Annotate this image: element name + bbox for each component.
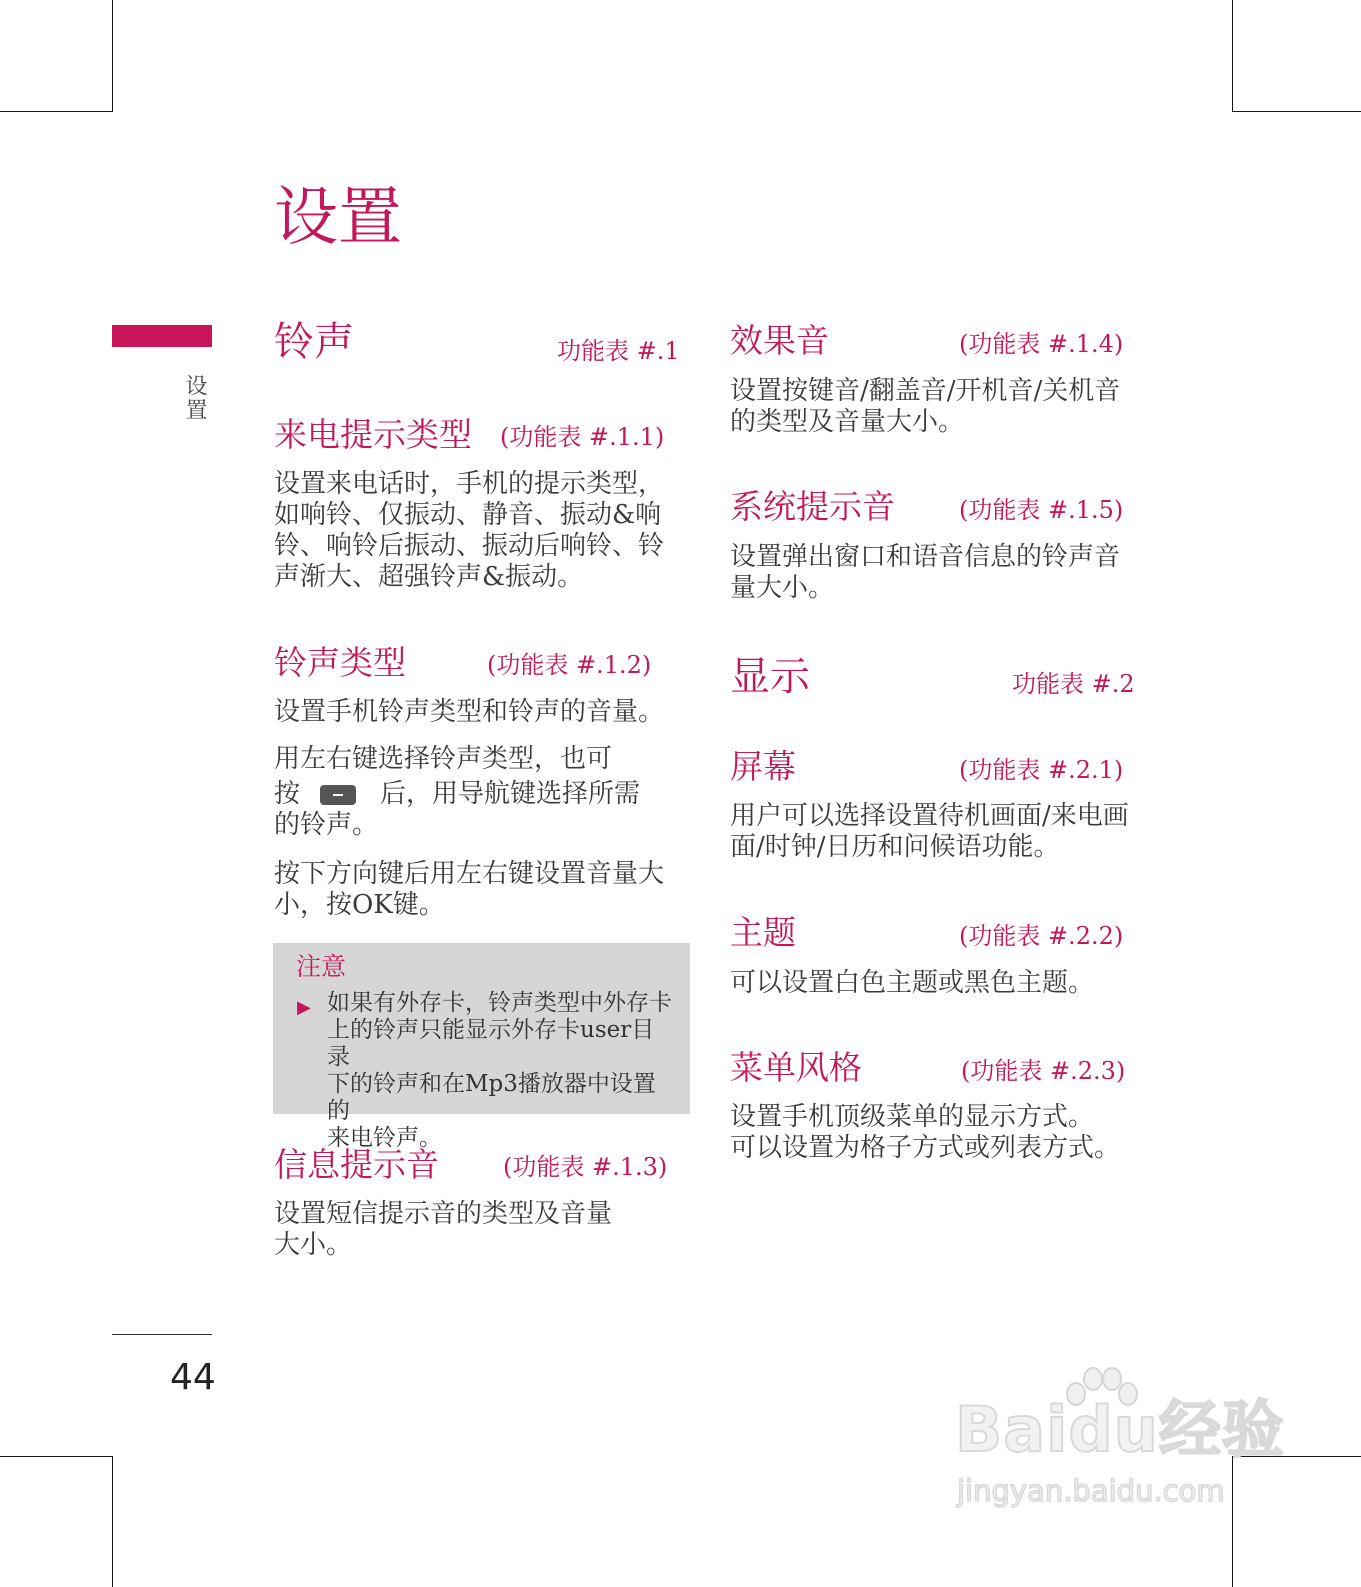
text-line: 面/时钟/日历和问候语功能。 <box>730 832 1060 862</box>
ref-menu-style: (功能表 #.2.3) <box>961 1057 1126 1085</box>
text-line: 设置来电话时，手机的提示类型， <box>274 469 665 499</box>
text-fragment: 后，用导航键选择所需 <box>380 779 641 809</box>
text-line: 可以设置为格子方式或列表方式。 <box>730 1133 1121 1163</box>
heading-effect-sound: 效果音 <box>730 321 829 360</box>
watermark-logo: Baidu经验 <box>955 1393 1285 1466</box>
paragraph-screen <box>730 801 1150 863</box>
text-line: 小，按OK键。 <box>274 890 445 920</box>
section-ref-display: 功能表 #.2 <box>1012 670 1135 698</box>
ref-system-tone: (功能表 #.1.5) <box>959 496 1124 524</box>
text-fragment: 按 <box>274 779 301 809</box>
text-line: 铃、响铃后振动、振动后响铃、铃 <box>274 531 665 561</box>
crop-mark <box>112 0 113 112</box>
page-title: 设置 <box>274 181 402 255</box>
note-title: 注意 <box>296 952 347 981</box>
text-line: 用户可以选择设置待机画面/来电画 <box>730 801 1129 831</box>
crop-mark <box>0 111 113 112</box>
text-line: 量大小。 <box>730 573 835 603</box>
paragraph-ringtone-type-2 <box>274 744 694 841</box>
crop-mark <box>1232 1456 1233 1587</box>
text-line: 可以设置白色主题或黑色主题。 <box>730 968 1095 998</box>
ref-theme: (功能表 #.2.2) <box>959 922 1124 950</box>
text-line: 设置手机顶级菜单的显示方式。 <box>730 1102 1095 1132</box>
paragraph-ringtone-type-1: 设置手机铃声类型和铃声的音量。 <box>274 697 665 727</box>
text-line: 大小。 <box>274 1230 353 1260</box>
heading-theme: 主题 <box>730 913 796 952</box>
heading-screen: 屏幕 <box>730 747 796 786</box>
paragraph-message-tone <box>274 1199 694 1261</box>
heading-incoming-alert-type: 来电提示类型 <box>274 415 472 454</box>
text-line: 设置按键音/翻盖音/开机音/关机音 <box>730 376 1121 406</box>
heading-ringtone-type: 铃声类型 <box>274 643 406 682</box>
paragraph-effect-sound <box>730 376 1150 438</box>
text-line: 的铃声。 <box>274 810 379 840</box>
heading-menu-style: 菜单风格 <box>730 1048 862 1087</box>
side-tab-label: 设置 <box>182 374 207 422</box>
paragraph-theme <box>730 968 1150 999</box>
text-line: 下的铃声和在Mp3播放器中设置的 <box>327 1071 656 1124</box>
crop-mark <box>1232 111 1361 112</box>
text-line: 来电铃声。 <box>327 1125 442 1151</box>
side-tab-bar <box>112 325 212 347</box>
text-line: 上的铃声只能显示外存卡user目录 <box>327 1017 655 1070</box>
text-line: 如果有外存卡，铃声类型中外存卡 <box>327 990 672 1016</box>
page-number: 44 <box>170 1357 216 1398</box>
crop-mark <box>0 1456 113 1457</box>
note-text <box>327 990 672 1152</box>
ref-incoming-alert-type: (功能表 #.1.1) <box>500 423 665 451</box>
ref-ringtone-type: (功能表 #.1.2) <box>487 651 652 679</box>
text-line: 声渐大、超强铃声&振动。 <box>274 562 584 592</box>
paragraph-ringtone-type-3 <box>274 859 694 921</box>
section-title-ringtone: 铃声 <box>274 319 354 365</box>
text-line-with-key <box>274 779 694 810</box>
section-title-display: 显示 <box>730 654 810 700</box>
watermark-url: jingyan.baidu.com <box>957 1474 1225 1508</box>
paragraph-incoming-alert-type <box>274 469 694 593</box>
ref-screen: (功能表 #.2.1) <box>959 756 1124 784</box>
paragraph-menu-style <box>730 1102 1150 1164</box>
text-line: 用左右键选择铃声类型，也可 <box>274 744 613 774</box>
heading-system-tone: 系统提示音 <box>730 487 895 526</box>
text-line: 设置弹出窗口和语音信息的铃声音 <box>730 542 1121 572</box>
paragraph-system-tone <box>730 542 1150 604</box>
section-ref-ringtone: 功能表 #.1 <box>557 337 680 365</box>
footer-rule <box>112 1334 212 1335</box>
soft-key-icon <box>320 785 356 805</box>
heading-message-tone: 信息提示音 <box>274 1145 439 1184</box>
crop-mark <box>112 1456 113 1587</box>
text-line: 的类型及音量大小。 <box>730 407 965 437</box>
text-line: 如响铃、仅振动、静音、振动&响 <box>274 500 662 530</box>
triangle-bullet-icon: ▶ <box>297 997 311 1018</box>
crop-mark <box>1232 0 1233 112</box>
text-line: 按下方向键后用左右键设置音量大 <box>274 859 665 889</box>
text-line: 设置短信提示音的类型及音量 <box>274 1199 613 1229</box>
ref-message-tone: (功能表 #.1.3) <box>503 1153 668 1181</box>
ref-effect-sound: (功能表 #.1.4) <box>959 330 1124 358</box>
